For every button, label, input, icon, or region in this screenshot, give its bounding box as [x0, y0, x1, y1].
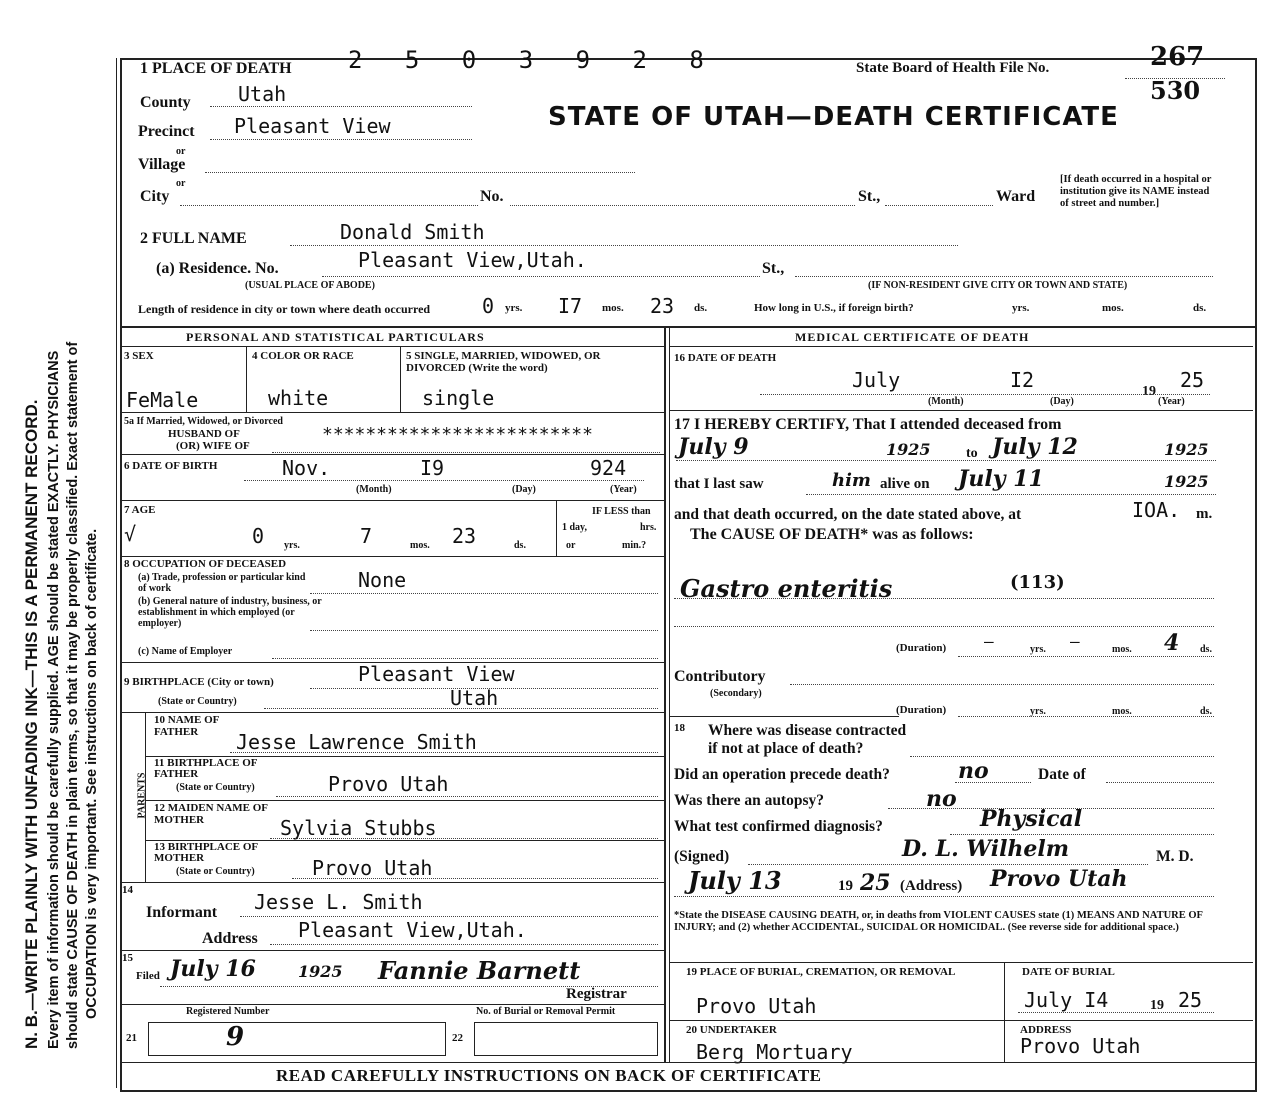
- father-value[interactable]: Jesse Lawrence Smith: [236, 730, 477, 754]
- informant-line: [240, 916, 658, 917]
- undertaker-address-label: ADDRESS: [1020, 1024, 1072, 1036]
- footer-text: READ CAREFULLY INSTRUCTIONS ON BACK OF CERTIFICATE: [276, 1066, 822, 1085]
- us-ds-unit: ds.: [1193, 302, 1207, 314]
- burial-year[interactable]: 25: [1178, 988, 1203, 1012]
- min-label: min.?: [622, 540, 647, 551]
- filed-number: 15: [122, 952, 133, 964]
- undertaker-label: 20 UNDERTAKER: [686, 1024, 777, 1036]
- duration-yrs-unit: yrs.: [1030, 644, 1046, 655]
- dod-month-caption: (Month): [928, 396, 964, 407]
- birthplace-label: 9 BIRTHPLACE (City or town): [124, 676, 274, 688]
- residence-value[interactable]: Pleasant View,Utah.: [358, 248, 587, 272]
- occupation-label: 8 OCCUPATION OF DECEASED: [124, 558, 287, 570]
- age-check: √: [124, 522, 137, 546]
- marital-value[interactable]: single: [422, 386, 495, 410]
- length-residence-label: Length of residence in city or town where death occurred: [138, 302, 431, 316]
- informant-number: 14: [122, 884, 133, 896]
- left-row-5: [120, 556, 664, 557]
- filed-year[interactable]: 1925: [298, 962, 343, 981]
- date-of-line: [1106, 782, 1214, 783]
- number-label: No.: [480, 188, 504, 205]
- informant-address[interactable]: Pleasant View,Utah.: [298, 918, 527, 942]
- autopsy-label: Was there an autopsy?: [674, 792, 824, 809]
- length-months[interactable]: I7: [558, 294, 583, 318]
- signed-label: (Signed): [674, 848, 730, 865]
- father-line: [230, 752, 658, 753]
- last-saw-label: that I last saw: [674, 476, 764, 492]
- him-value[interactable]: him: [832, 470, 871, 491]
- regnum-no: 21: [126, 1032, 137, 1044]
- dob-day[interactable]: I9: [420, 456, 445, 480]
- dob-month-caption: (Month): [356, 484, 392, 495]
- full-name-label: 2 FULL NAME: [140, 230, 247, 247]
- autopsy-value[interactable]: no: [926, 786, 957, 812]
- age-days[interactable]: 23: [452, 524, 477, 548]
- duration-label-2: (Duration): [896, 704, 947, 716]
- residence-line: [322, 276, 760, 277]
- q18-line-b: if not at place of death?: [708, 740, 864, 757]
- cause-line-1: [674, 598, 1214, 599]
- cause-label: The CAUSE OF DEATH* was as follows:: [690, 526, 974, 543]
- side-note-3: should state CAUSE OF DEATH in plain terms, so that it may be properly classified. Exact statement of: [65, 341, 81, 1049]
- village-label: Village: [138, 156, 186, 173]
- usual-abode-label: (USUAL PLACE OF ABODE): [245, 280, 375, 291]
- cause-line-2: [674, 626, 1214, 627]
- file-number-label: State Board of Health File No.: [856, 60, 1050, 76]
- father-bp-line: [276, 796, 658, 797]
- dob-line: [244, 480, 644, 481]
- occupation-value[interactable]: None: [358, 568, 407, 592]
- test-value[interactable]: Physical: [980, 806, 1083, 832]
- side-note-1: N. B.—WRITE PLAINLY WITH UNFADING INK—THIS IS A PERMANENT RECORD.: [22, 399, 41, 1049]
- frame-left-double: [116, 58, 117, 1088]
- or-2: or: [176, 178, 186, 189]
- spouse-label-2: HUSBAND OF: [168, 428, 240, 440]
- certificate-title: STATE OF UTAH—DEATH CERTIFICATE: [548, 102, 1119, 132]
- sex-label: 3 SEX: [124, 350, 154, 362]
- left-row-12: [120, 950, 664, 951]
- file-number-line: [1125, 78, 1225, 79]
- duration2-mos-unit: mos.: [1112, 706, 1132, 717]
- birthplace-state-label: (State or Country): [158, 696, 237, 707]
- right-row-3: [669, 716, 899, 717]
- death-time[interactable]: IOA.: [1132, 498, 1181, 522]
- left-row-11: [120, 882, 664, 883]
- nonres-line: [795, 276, 1213, 277]
- color-label: 4 COLOR OR RACE: [252, 350, 354, 362]
- burial-date-line: [1018, 1012, 1214, 1013]
- length-ds-unit: ds.: [694, 302, 708, 314]
- dob-year[interactable]: 924: [590, 456, 627, 480]
- personal-section-title: PERSONAL AND STATISTICAL PARTICULARS: [186, 330, 485, 344]
- dod-line: [760, 394, 1210, 395]
- attended-to[interactable]: July 12: [992, 434, 1078, 460]
- medical-section-title: MEDICAL CERTIFICATE OF DEATH: [795, 330, 1030, 344]
- or-1: or: [176, 146, 186, 157]
- physician-address-label: (Address): [900, 878, 963, 894]
- employer-label: (c) Name of Employer: [138, 646, 233, 657]
- physician-address[interactable]: Provo Utah: [990, 866, 1128, 892]
- marital-label: 5 SINGLE, MARRIED, WIDOWED, OR DIVORCED (Write the word): [406, 350, 601, 374]
- age-years[interactable]: 0: [252, 524, 265, 548]
- mother-line: [270, 838, 658, 839]
- sign-year[interactable]: 25: [860, 870, 891, 896]
- sign-date[interactable]: July 13: [688, 866, 782, 895]
- dod-year[interactable]: 25: [1180, 368, 1205, 392]
- spouse-label-3: (OR) WIFE OF: [176, 440, 250, 452]
- occupation-b-label: (b) General nature of industry, business, or establishment in which employed (or employer): [138, 596, 322, 629]
- city-label: City: [140, 188, 170, 205]
- test-label: What test confirmed diagnosis?: [674, 818, 883, 835]
- attended-from[interactable]: July 9: [678, 434, 749, 460]
- dod-day-caption: (Day): [1050, 396, 1074, 407]
- residence-label: (a) Residence. No.: [156, 260, 279, 277]
- left-row-1: [120, 346, 664, 347]
- precinct-value[interactable]: Pleasant View: [234, 114, 391, 138]
- operation-line: [955, 782, 1031, 783]
- q18-line-a: Where was disease contracted: [708, 722, 907, 739]
- duration-yrs-value[interactable]: —: [984, 632, 994, 651]
- informant-address-line: [270, 944, 658, 945]
- last-seen-date[interactable]: July 11: [958, 466, 1044, 492]
- footnote: *State the DISEASE CAUSING DEATH, or, in deaths from VIOLENT CAUSES state (1) MEANS AND NATURE OF INJURY; and (2) whether ACCIDENTAL, SUICIDAL OR HOMICIDAL. (See reverse side for additional space.): [674, 910, 1203, 933]
- precinct-line: [210, 139, 472, 140]
- q18-number: 18: [674, 722, 685, 734]
- informant-label: Informant: [146, 904, 218, 921]
- registrar-label: Registrar: [566, 986, 627, 1002]
- mother-birthplace[interactable]: Provo Utah: [312, 856, 433, 880]
- residence-street-label: St.,: [762, 260, 785, 277]
- file-number: 267: [1150, 42, 1205, 72]
- father-label: 10 NAME OF FATHER: [154, 714, 219, 738]
- birthplace-state-line: [264, 708, 658, 709]
- spouse-label-1: 5a If Married, Widowed, or Divorced: [124, 416, 283, 427]
- duration-mos-value[interactable]: —: [1070, 632, 1080, 651]
- spouse-line: [272, 452, 660, 453]
- last-saw-line: [806, 494, 1216, 495]
- contributory-line: [790, 684, 1214, 685]
- age-months[interactable]: 7: [360, 524, 373, 548]
- occupation-a-label: (a) Trade, profession or particular kind of work: [138, 572, 306, 594]
- attended-year-1[interactable]: 1925: [886, 440, 931, 459]
- secondary-label: (Secondary): [710, 688, 762, 699]
- date-of-label: Date of: [1038, 766, 1086, 783]
- burial-permit-label: No. of Burial or Removal Permit: [476, 1006, 616, 1017]
- informant-address-label: Address: [202, 930, 258, 947]
- age-label: 7 AGE: [124, 504, 156, 516]
- side-note-2: Every item of information should be carefully supplied. AGE should be stated EXACTLY. PHYSICIANS: [46, 350, 62, 1049]
- city-line: [180, 205, 478, 206]
- mother-label: 12 MAIDEN NAME OF MOTHER: [154, 802, 268, 826]
- duration-line: [958, 656, 1214, 657]
- duration-days-value[interactable]: 4: [1164, 630, 1180, 656]
- dob-day-caption: (Day): [512, 484, 536, 495]
- last-seen-year[interactable]: 1925: [1164, 472, 1209, 491]
- duration-label: (Duration): [896, 642, 947, 654]
- burial-permit-no: 22: [452, 1032, 463, 1044]
- duration-mos-unit: mos.: [1112, 644, 1132, 655]
- center-divider: [664, 326, 666, 1063]
- us-residence-label: How long in U.S., if foreign birth?: [754, 302, 914, 314]
- age-ds-unit: ds.: [514, 540, 526, 551]
- birthplace-city[interactable]: Pleasant View: [358, 662, 515, 686]
- sex-divider: [246, 346, 247, 412]
- contributory-label: Contributory: [674, 668, 766, 685]
- filed-label: Filed: [136, 970, 160, 982]
- death-time-label: and that death occurred, on the date stated above, at: [674, 506, 1022, 523]
- informant-value[interactable]: Jesse L. Smith: [254, 890, 423, 914]
- footer-divider: [120, 1062, 1255, 1063]
- death-time-m: m.: [1196, 506, 1213, 522]
- mother-birthplace-label: 13 BIRTHPLACE OF MOTHER: [154, 841, 258, 864]
- dod-day[interactable]: I2: [1010, 368, 1035, 392]
- cause-value[interactable]: Gastro enteritis: [680, 574, 893, 603]
- attended-line: [676, 460, 1216, 461]
- right-row-5: [669, 1020, 1253, 1021]
- county-value[interactable]: Utah: [238, 82, 287, 106]
- dob-year-caption: (Year): [610, 484, 637, 495]
- burial-date-label: DATE OF BURIAL: [1022, 966, 1115, 978]
- full-name-value[interactable]: Donald Smith: [340, 220, 485, 244]
- operation-value[interactable]: no: [958, 758, 989, 784]
- left-row-9: [145, 800, 664, 801]
- sign-date-line: [674, 896, 1214, 897]
- color-value[interactable]: white: [268, 386, 329, 410]
- center-divider-2: [669, 326, 670, 1063]
- cause-code: (113): [1010, 572, 1065, 593]
- operation-label: Did an operation precede death?: [674, 766, 890, 783]
- place-of-death-label: 1 PLACE OF DEATH: [140, 60, 292, 77]
- street-label: St.,: [858, 188, 881, 205]
- mother-value[interactable]: Sylvia Stubbs: [280, 816, 437, 840]
- nonresident-label: (IF NON-RESIDENT GIVE CITY OR TOWN AND STATE): [868, 280, 1128, 291]
- us-yrs-unit: yrs.: [1012, 302, 1030, 314]
- right-row-2: [669, 410, 1253, 411]
- dod-label: 16 DATE OF DEATH: [674, 352, 777, 364]
- birthplace-state[interactable]: Utah: [450, 686, 499, 710]
- side-note-4: OCCUPATION is very important. See instructions on back of certificate.: [84, 528, 100, 1019]
- one-day-label: 1 day,: [562, 522, 588, 533]
- village-line: [205, 172, 635, 173]
- right-row-4: [669, 962, 1253, 963]
- burial-place-label: 19 PLACE OF BURIAL, CREMATION, OR REMOVAL: [686, 966, 956, 978]
- hospital-note: [If death occurred in a hospital or institution give its NAME instead of street and number.]: [1060, 174, 1212, 209]
- left-row-3: [120, 454, 664, 455]
- certificate-number: 2 5 0 3 9 2 8: [348, 46, 718, 74]
- spouse-value[interactable]: *************************: [322, 424, 593, 445]
- number-line: [510, 205, 855, 206]
- left-row-2: [120, 412, 664, 413]
- age-yrs-unit: yrs.: [284, 540, 300, 551]
- dod-month[interactable]: July: [852, 368, 901, 392]
- side-notes: [0, 0, 110, 1109]
- registered-number-box[interactable]: [148, 1022, 446, 1056]
- full-name-line: [290, 245, 958, 246]
- dod-year-prefix: 19: [1142, 384, 1156, 399]
- undertaker-value[interactable]: Berg Mortuary: [696, 1040, 853, 1064]
- mother-bp-line: [292, 878, 658, 879]
- occupation-b-line: [310, 630, 658, 631]
- parents-label: PARENTS: [136, 772, 148, 819]
- burial-divider: [1004, 962, 1005, 1062]
- street-line: [885, 205, 993, 206]
- occupation-line: [310, 593, 658, 594]
- father-birthplace[interactable]: Provo Utah: [328, 772, 449, 796]
- burial-date[interactable]: July I4: [1024, 988, 1109, 1012]
- section-divider: [120, 326, 1255, 328]
- or-min-label: or: [566, 540, 576, 551]
- certify-text: 17 I HEREBY CERTIFY, That I attended deceased from: [674, 416, 1062, 433]
- county-label: County: [140, 94, 191, 111]
- file-number-secondary: 530: [1150, 76, 1201, 105]
- ward-label: Ward: [996, 188, 1036, 205]
- signed-line: [748, 864, 1148, 865]
- attended-year-2[interactable]: 1925: [1164, 440, 1209, 459]
- physician-signature[interactable]: D. L. Wilhelm: [902, 836, 1070, 862]
- mother-birthplace-sub: (State or Country): [176, 866, 255, 877]
- precinct-label: Precinct: [138, 123, 195, 140]
- length-years[interactable]: 0: [482, 294, 495, 318]
- age-less-divider: [556, 500, 557, 556]
- employer-line: [272, 658, 658, 659]
- registered-number-label: Registered Number: [186, 1006, 270, 1017]
- hrs-label: hrs.: [640, 522, 657, 533]
- duration2-line: [958, 716, 1214, 717]
- burial-year-prefix: 19: [1150, 998, 1164, 1013]
- dob-label: 6 DATE OF BIRTH: [124, 460, 218, 472]
- county-line: [210, 106, 472, 107]
- duration2-yrs-unit: yrs.: [1030, 706, 1046, 717]
- left-row-4: [120, 500, 664, 501]
- father-birthplace-sub: (State or Country): [176, 782, 255, 793]
- filed-date[interactable]: July 16: [170, 956, 256, 982]
- burial-place[interactable]: Provo Utah: [696, 994, 817, 1018]
- q18-line: [910, 756, 1214, 757]
- registrar-signature[interactable]: Fannie Barnett: [378, 956, 581, 985]
- alive-on-label: alive on: [880, 476, 930, 492]
- less-than-label: IF LESS than: [592, 506, 651, 517]
- length-yrs-unit: yrs.: [505, 302, 523, 314]
- duration2-ds-unit: ds.: [1200, 706, 1212, 717]
- length-mos-unit: mos.: [602, 302, 624, 314]
- sex-value[interactable]: FeMale: [126, 388, 199, 412]
- undertaker-address[interactable]: Provo Utah: [1020, 1034, 1141, 1058]
- to-label: to: [966, 446, 978, 461]
- color-divider: [400, 346, 401, 412]
- dod-year-caption: (Year): [1158, 396, 1185, 407]
- sign-year-prefix: 19: [838, 878, 853, 894]
- father-birthplace-label: 11 BIRTHPLACE OF FATHER: [154, 757, 258, 780]
- test-line: [950, 834, 1214, 835]
- age-mos-unit: mos.: [410, 540, 430, 551]
- duration-ds-unit: ds.: [1200, 644, 1212, 655]
- left-row-13: [120, 1004, 664, 1005]
- left-row-7: [120, 712, 664, 713]
- md-label: M. D.: [1156, 848, 1194, 865]
- dob-month[interactable]: Nov.: [282, 456, 331, 480]
- right-row-1: [669, 346, 1253, 347]
- burial-permit-box[interactable]: [474, 1022, 658, 1056]
- us-mos-unit: mos.: [1102, 302, 1124, 314]
- registered-number[interactable]: 9: [226, 1022, 245, 1052]
- length-days[interactable]: 23: [650, 294, 675, 318]
